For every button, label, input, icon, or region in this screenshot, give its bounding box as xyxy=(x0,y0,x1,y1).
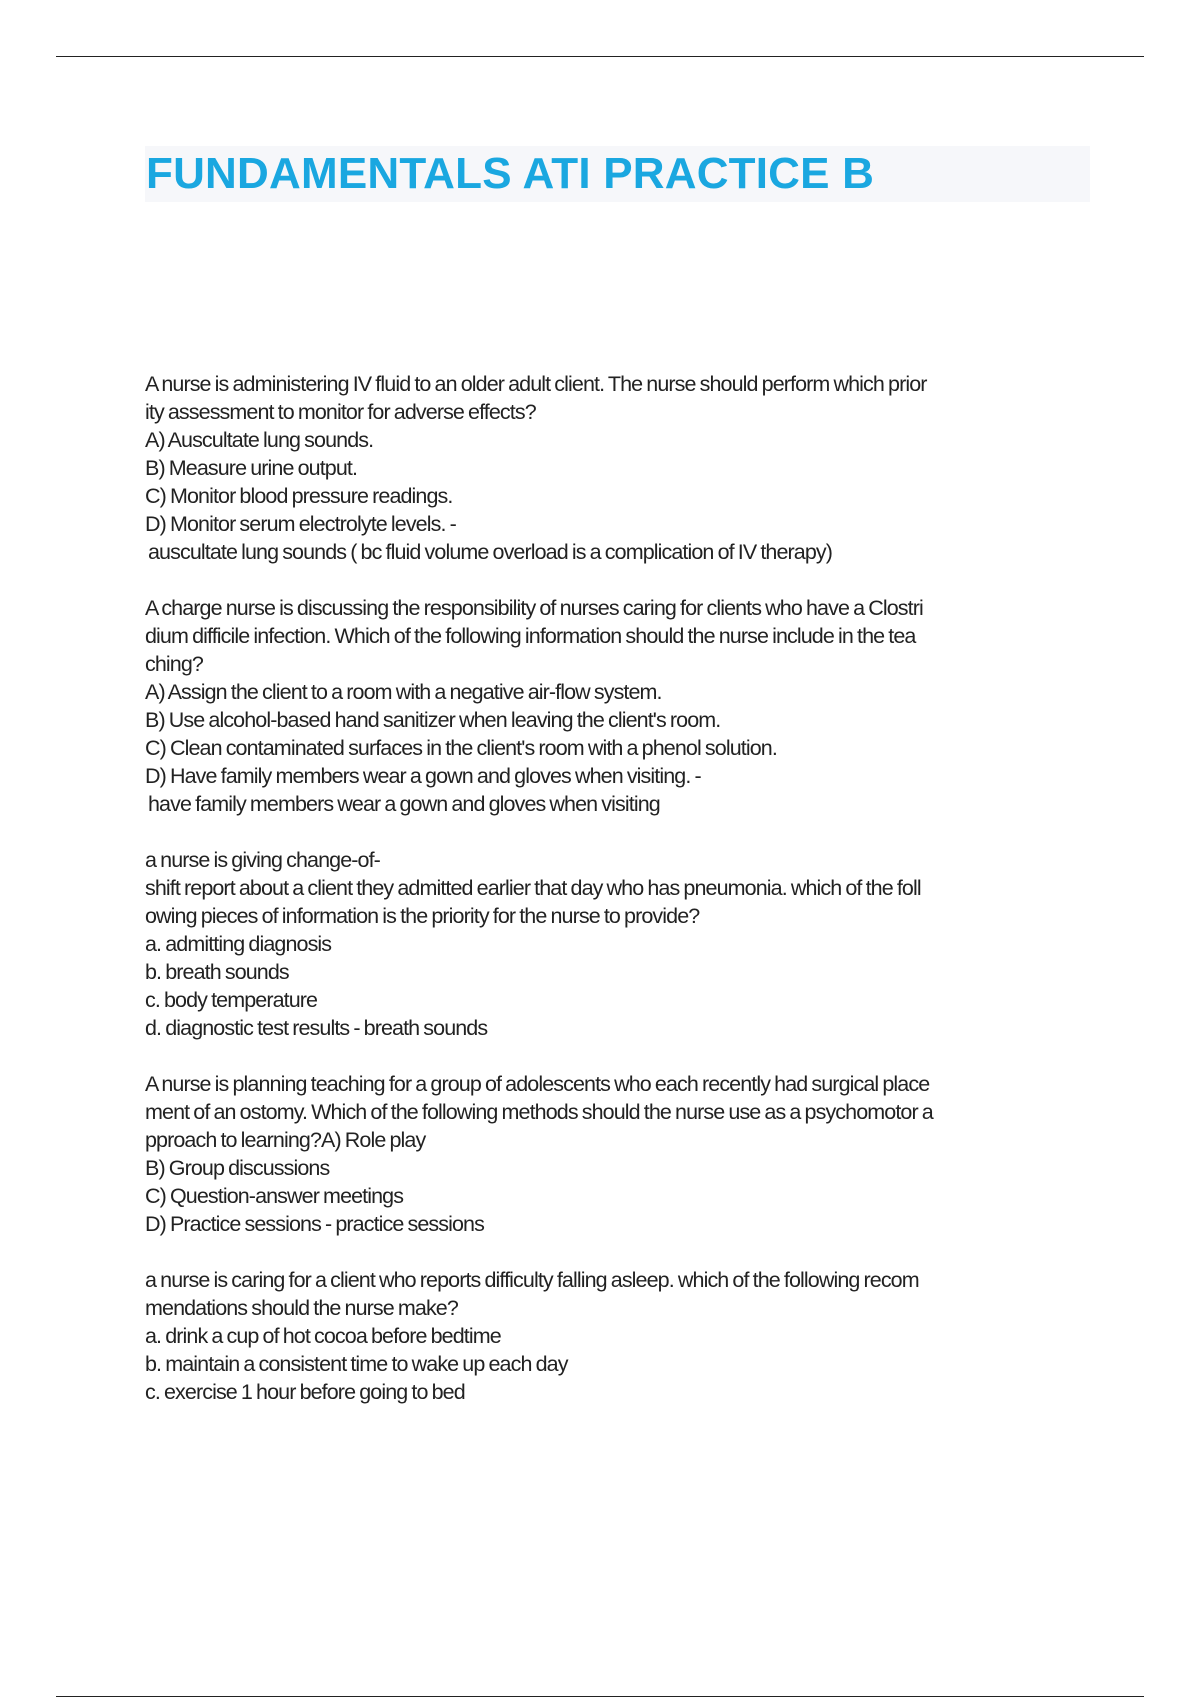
answer-option: b. maintain a consistent time to wake up each day xyxy=(145,1352,568,1376)
question-line: A nurse is administering IV fluid to an older adult client. The nurse should perform which prior xyxy=(145,372,927,396)
answer-explanation: have family members wear a gown and gloves when visiting xyxy=(148,792,660,816)
question-line: shift report about a client they admitted earlier that day who has pneumonia. which of the foll xyxy=(145,876,921,900)
question-line: ching? xyxy=(145,652,203,676)
answer-option: B) Group discussions xyxy=(145,1156,330,1180)
answer-option: c. exercise 1 hour before going to bed xyxy=(145,1380,465,1404)
question-block-5 xyxy=(145,1266,1095,1406)
answer-option: C) Clean contaminated surfaces in the client's room with a phenol solution. xyxy=(145,736,777,760)
question-line: A nurse is planning teaching for a group of adolescents who each recently had surgical place xyxy=(145,1072,930,1096)
answer-option: d. diagnostic test results - breath sounds xyxy=(145,1016,488,1040)
answer-option: B) Use alcohol-based hand sanitizer when leaving the client's room. xyxy=(145,708,721,732)
document-title: FUNDAMENTALS ATI PRACTICE B xyxy=(146,149,875,198)
question-block-4 xyxy=(145,1070,1095,1238)
question-line: A charge nurse is discussing the responsibility of nurses caring for clients who have a Clostri xyxy=(145,596,923,620)
answer-option: C) Monitor blood pressure readings. xyxy=(145,484,453,508)
answer-option: b. breath sounds xyxy=(145,960,289,984)
question-line: a nurse is caring for a client who reports difficulty falling asleep. which of the following recom xyxy=(145,1268,919,1292)
answer-option: C) Question-answer meetings xyxy=(145,1184,404,1208)
question-block-1 xyxy=(145,370,1095,566)
answer-option: D) Monitor serum electrolyte levels. - xyxy=(145,512,456,536)
answer-option: D) Have family members wear a gown and gloves when visiting. - xyxy=(145,764,701,788)
question-line: ity assessment to monitor for adverse effects? xyxy=(145,400,536,424)
question-line: pproach to learning?A) Role play xyxy=(145,1128,426,1152)
answer-option: a. drink a cup of hot cocoa before bedtime xyxy=(145,1324,501,1348)
question-block-3 xyxy=(145,846,1095,1042)
bottom-rule xyxy=(56,1696,1144,1697)
top-rule xyxy=(56,56,1144,57)
question-line: a nurse is giving change-of- xyxy=(145,848,380,872)
answer-option: A) Auscultate lung sounds. xyxy=(145,428,374,452)
question-line: ment of an ostomy. Which of the following methods should the nurse use as a psychomotor a xyxy=(145,1100,933,1124)
question-line: dium difficile infection. Which of the following information should the nurse include in the tea xyxy=(145,624,916,648)
answer-option: a. admitting diagnosis xyxy=(145,932,332,956)
question-line: owing pieces of information is the priority for the nurse to provide? xyxy=(145,904,700,928)
answer-option: A) Assign the client to a room with a negative air-flow system. xyxy=(145,680,662,704)
question-block-2 xyxy=(145,594,1095,818)
question-list xyxy=(145,370,1095,1434)
answer-option: c. body temperature xyxy=(145,988,318,1012)
answer-explanation: auscultate lung sounds ( bc fluid volume overload is a complication of IV therapy) xyxy=(148,540,833,564)
answer-option: B) Measure urine output. xyxy=(145,456,358,480)
question-line: mendations should the nurse make? xyxy=(145,1296,458,1320)
answer-option: D) Practice sessions - practice sessions xyxy=(145,1212,484,1236)
